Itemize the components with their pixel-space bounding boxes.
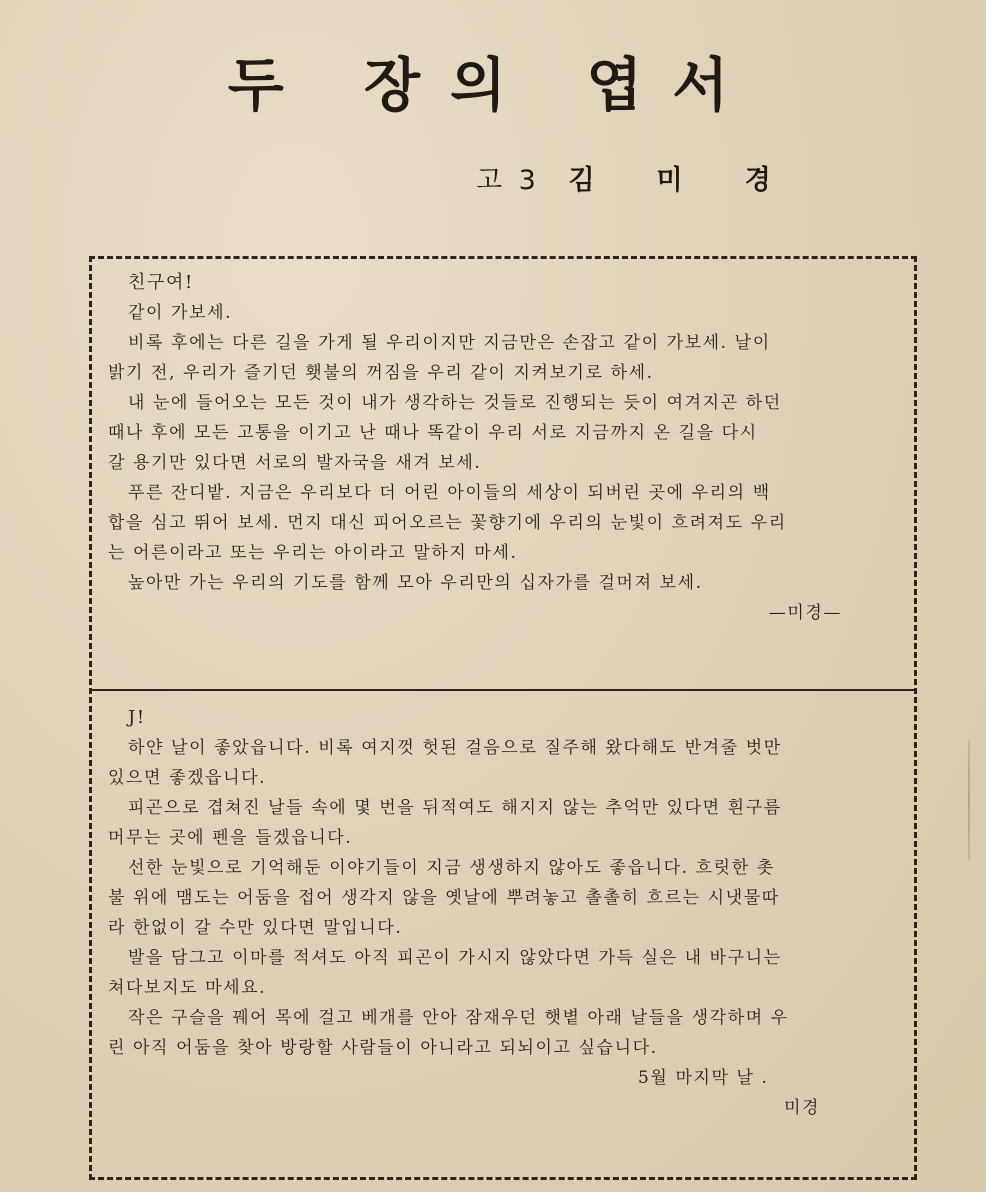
author-grade: 고 3	[476, 165, 540, 196]
letter-date: 5월 마지막 날 .	[638, 1068, 769, 1088]
letter-line: 밝기 전, 우리가 즐기던 횃불의 꺼짐을 우리 같이 지켜보기로 하세.	[108, 363, 654, 383]
letter-line: 갈 용기만 있다면 서로의 발자국을 새겨 보세.	[108, 453, 482, 473]
letter-line: 린 아직 어둠을 찾아 방랑할 사람들이 아니라고 되뇌이고 싶습니다.	[108, 1038, 658, 1058]
letter-line: 라 한없이 갈 수만 있다면 말입니다.	[108, 918, 403, 938]
letter-line: 있으면 좋겠읍니다.	[108, 768, 267, 788]
letter-line: 발을 담그고 이마를 적셔도 아직 피곤이 가시지 않았다면 가득 실은 내 바구니는	[128, 948, 782, 968]
article-title: 두 장의 엽서	[227, 51, 759, 119]
author-name-char: 경	[744, 165, 771, 196]
letter-line: 쳐다보지도 마세요.	[108, 978, 267, 998]
letter-line: 불 위에 맴도는 어둠을 접어 생각지 않을 옛날에 뿌려놓고 촐촐히 흐르는 시냇물따	[108, 888, 780, 908]
letter-signature: —미경—	[768, 603, 842, 623]
letter-line: 하얀 날이 좋았읍니다. 비록 여지껏 헛된 걸음으로 질주해 왔다해도 반겨줄 벗만	[128, 738, 782, 758]
letter-line: 높아만 가는 우리의 기도를 함께 모아 우리만의 십자가를 걸머져 보세.	[128, 573, 703, 593]
author-name-char: 미	[656, 165, 683, 196]
letter-line: 는 어른이라고 또는 우리는 아이라고 말하지 마세.	[108, 543, 518, 563]
postcard-2	[108, 703, 898, 1123]
letter-line: 작은 구슬을 꿰어 목에 걸고 베개를 안아 잠재우던 햇볕 아래 날들을 생각하며 우	[128, 1008, 789, 1028]
author-name-char: 김	[568, 165, 595, 196]
paper-crease	[968, 740, 970, 860]
letter-line: 합을 심고 뛰어 보세. 먼지 대신 피어오르는 꽃향기에 우리의 눈빛이 흐려져도 우리	[108, 513, 787, 533]
postcard-1	[108, 268, 898, 628]
letter-line: 같이 가보세.	[128, 303, 233, 323]
letter-line: 내 눈에 들어오는 모든 것이 내가 생각하는 것들로 진행되는 듯이 여겨지곤 하던	[128, 393, 782, 413]
letter-line: 때나 후에 모든 고통을 이기고 난 때나 똑같이 우리 서로 지금까지 온 길을 다시	[108, 423, 758, 443]
letter-line: 피곤으로 겹쳐진 날들 속에 몇 번을 뒤적여도 해지지 않는 추억만 있다면 흰구름	[128, 798, 782, 818]
postcard-divider	[92, 689, 916, 691]
letter-line: 선한 눈빛으로 기억해둔 이야기들이 지금 생생하지 않아도 좋읍니다. 흐릿한 촛	[128, 858, 775, 878]
byline	[476, 158, 771, 197]
letter-line: 푸른 잔디밭. 지금은 우리보다 더 어린 아이들의 세상이 되버린 곳에 우리의 백	[128, 483, 771, 503]
letter-greeting: J!	[128, 707, 146, 728]
letter-line: 비록 후에는 다른 길을 가게 될 우리이지만 지금만은 손잡고 같이 가보세. 날이	[128, 333, 771, 353]
letter-line: 머무는 곳에 펜을 들겠읍니다.	[108, 828, 353, 848]
letter-greeting: 친구여!	[128, 272, 194, 293]
letter-signature: 미경	[784, 1098, 821, 1118]
author-name	[568, 165, 770, 196]
